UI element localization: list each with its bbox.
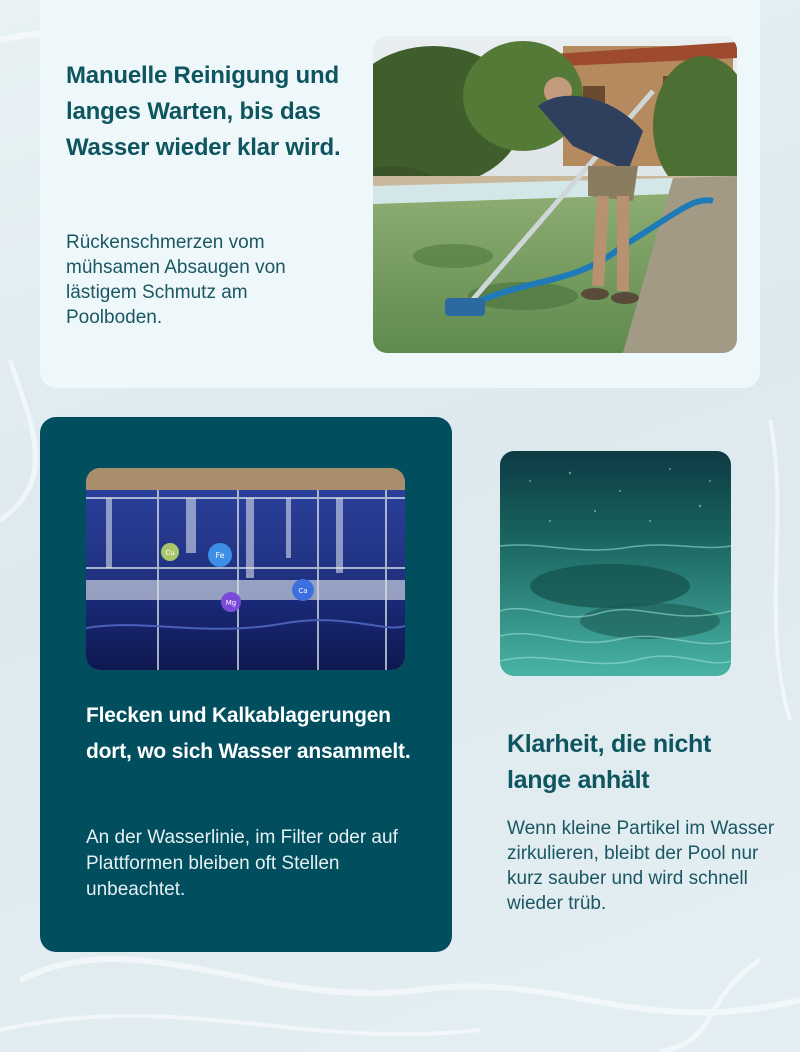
mineral-label-fe: Fe xyxy=(215,551,225,560)
manual-cleaning-title: Manuelle Reinigung und langes Warten, bis das Wasser wieder klar wird. xyxy=(66,62,341,161)
limescale-title: Flecken und Kalkablagerungen dort, wo sich Wasser ansammelt. xyxy=(86,704,411,763)
limescale-description: An der Wasserlinie, im Filter oder auf Plattformen bleiben oft Stellen unbeachtet. xyxy=(86,827,398,900)
manual-cleaning-description: Rückenschmerzen vom mühsamen Absaugen von lästigem Schmutz am Poolboden. xyxy=(66,232,286,328)
murky-pool-water-photo xyxy=(500,451,731,676)
limescale-pool-tiles-photo xyxy=(86,468,405,670)
mineral-label-ca: Ca xyxy=(298,587,308,595)
clarity-title: Klarheit, die nicht lange anhält xyxy=(507,730,712,794)
mineral-label-cu: Cu xyxy=(165,549,175,557)
man-vacuuming-pool-photo xyxy=(373,36,737,353)
clarity-description: Wenn kleine Partikel im Wasser zirkulieren, bleibt der Pool nur kurz sauber und wird schnell wieder trüb. xyxy=(507,818,775,914)
mineral-label-mg: Mg xyxy=(225,599,237,607)
